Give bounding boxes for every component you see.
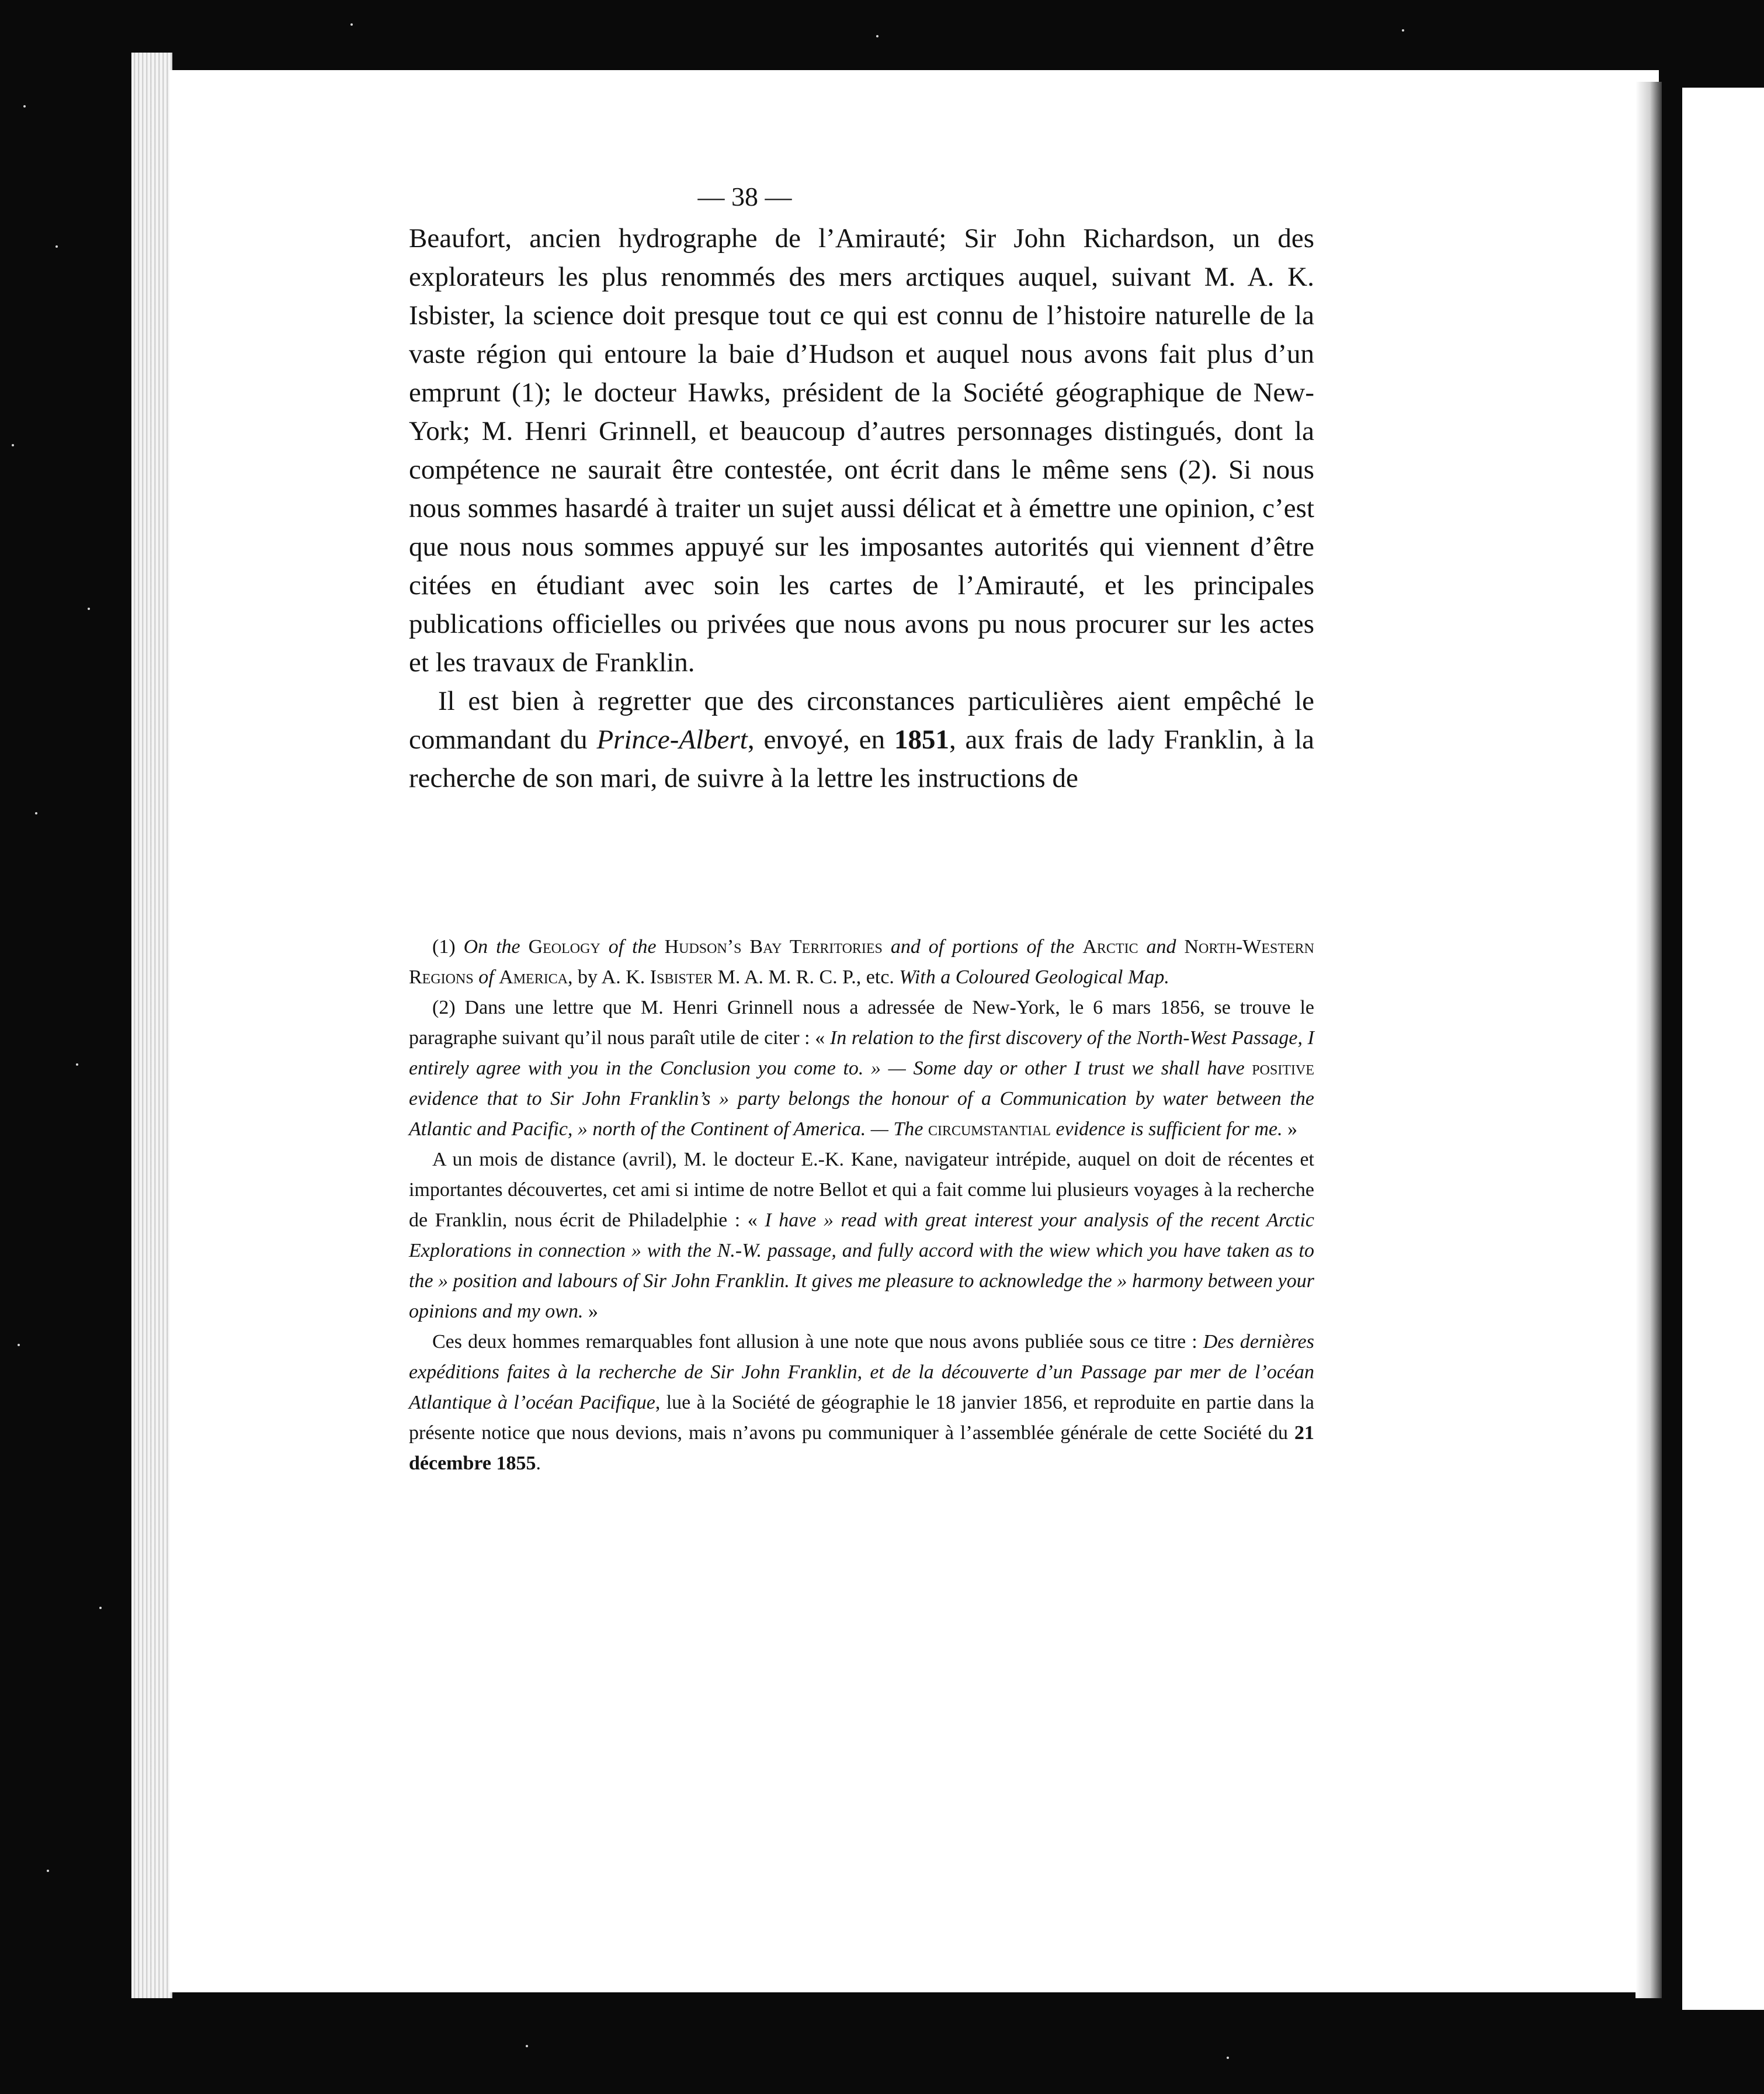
main-text <box>409 219 1314 798</box>
page-number: — 38 — <box>697 182 792 212</box>
footnote-text: North-Western Regions <box>409 936 1314 988</box>
scan-speck <box>1402 29 1404 32</box>
facing-page-edge <box>1682 88 1764 2010</box>
footnote-text: of <box>473 966 499 988</box>
paragraph: Beaufort, ancien hydrographe de l’Amirauté; Sir John Richardson, un des explorateurs les plus renommés des mers arctiques auquel, suivant M. A. K. Isbister, la science doit presque tout ce qui est connu de l’histoire naturelle de la vaste région qui entoure la baie d’Hudson et auquel nous avons fait plus d’un emprunt (1); le docteur Hawks, président de la Société géographique de New-York; M. Henri Grinnell, et beaucoup d’autres personnages distingués, dont la compétence ne saurait être contestée, ont écrit dans le même sens (2). Si nous nous sommes hasardé à traiter un sujet aussi délicat et à émettre une opinion, c’est que nous nous sommes appuyé sur les imposantes autorités qui viennent d’être citées en étudiant avec soin les cartes de l’Amirauté, et les principales publications officielles ou privées que nous avons pu nous procurer sur les actes et les travaux de Franklin. <box>409 223 1314 678</box>
footnote-date: 21 décembre 1855 <box>409 1422 1314 1474</box>
page-stack-edges <box>131 53 172 1998</box>
footnote-title: Des dernières expéditions faites à la recherche de Sir John Franklin, et de la découverte d’un Passage par mer de l’océan Atlantique à l’océan Pacifique <box>409 1331 1314 1413</box>
scan-speck <box>12 444 14 446</box>
footnote-text: (2) Dans une lettre que M. Henri Grinnell nous a adressée de New-York, le 6 mars 1856, se trouve le paragraphe suivant qu’il nous paraît utile de citer : « <box>409 997 1314 1049</box>
footnote-text: With a Coloured Geological Map. <box>899 966 1169 988</box>
year: 1851 <box>894 724 949 755</box>
footnote-marker: (1) <box>432 936 464 958</box>
scan-speck <box>76 1063 78 1066</box>
scan-speck <box>88 608 90 610</box>
scan-speck <box>18 1344 20 1346</box>
footnote-text: Ces deux hommes remarquables font allusion à une note que nous avons publiée sous ce titre : <box>432 1331 1203 1353</box>
footnote-text: America <box>499 966 568 988</box>
footnote-text: Geology <box>528 936 600 958</box>
footnote-quote: positive <box>1252 1058 1314 1079</box>
footnote-text: Arctic <box>1082 936 1138 958</box>
scan-speck <box>350 23 353 26</box>
scan-speck <box>526 2045 528 2047</box>
footnote-quote: In relation to the first discovery of the North-West Passage, I entirely agree with you in the Conclusion you come to. » — Some day or other I trust we shall have <box>409 1027 1314 1079</box>
footnote-text: and <box>1138 936 1185 958</box>
footnote-text: On the <box>463 936 529 958</box>
footnote-text: , lue à la Société de géographie le 18 janvier 1856, et reproduite en partie dans la présente notice que nous devions, mais n’avons pu communiquer à l’assemblée générale de cette Société du <box>409 1392 1314 1444</box>
scan-speck <box>47 1870 49 1872</box>
footnote-text: , by A. K. <box>568 966 650 988</box>
paragraph-text: , envoyé, en <box>747 724 894 755</box>
footnote-3 <box>409 1145 1314 1327</box>
footnote-quote: circumstantial <box>928 1118 1051 1140</box>
footnote-text: » <box>583 1301 598 1322</box>
footnote-text: Isbister <box>650 966 713 988</box>
footnotes <box>409 932 1314 1479</box>
scan-speck <box>55 245 58 248</box>
footnote-text: and of portions of the <box>882 936 1083 958</box>
footnote-quote: evidence is sufficient for me. <box>1051 1118 1283 1140</box>
scan-speck <box>35 812 37 814</box>
footnote-text: » <box>1282 1118 1298 1140</box>
footnote-text: Hudson’s Bay Territories <box>664 936 883 958</box>
footnote-text: of the <box>600 936 665 958</box>
footnote-4 <box>409 1327 1314 1479</box>
paragraph-text: , aux frais de lady Franklin, à la recherche de son mari, de suivre à la lettre les instructions de <box>409 724 1314 793</box>
paragraph <box>409 682 1314 798</box>
scan-speck <box>23 105 26 108</box>
scan-speck <box>876 35 878 37</box>
footnote-text: . <box>536 1452 541 1474</box>
footnote-text: A un mois de distance (avril), M. le docteur E.-K. Kane, navigateur intrépide, auquel on doit de récentes et importantes découvertes, cet ami si intime de notre Bellot et qui a fait comme lui plusieurs voyages à la recherche de Franklin, nous écrit de Philadelphie : « <box>409 1149 1314 1231</box>
footnote-text: M. A. M. R. C. P., etc. <box>713 966 900 988</box>
book-gutter-shadow <box>1635 82 1662 1998</box>
scan-speck <box>1227 2057 1229 2059</box>
footnote-1 <box>409 932 1314 993</box>
scan-speck <box>99 1607 102 1609</box>
ship-name: Prince-Albert <box>596 724 748 755</box>
footnote-quote: I have » read with great interest your analysis of the recent Arctic Explorations in connection » with the N.-W. passage, and fully accord with the wiew which you have taken as to the » position and labours of Sir John Franklin. It gives me pleasure to acknowledge the » harmony between your opinions and my own. <box>409 1209 1314 1322</box>
paragraph-text: Il est bien à regretter que des circonstances particulières aient empêché le commandant du <box>409 686 1314 755</box>
footnote-2 <box>409 993 1314 1145</box>
footnote-quote: evidence that to Sir John Franklin’s » party belongs the honour of a Communication by water between the Atlantic and Pacific, » north of the Continent of America. — The <box>409 1088 1314 1140</box>
